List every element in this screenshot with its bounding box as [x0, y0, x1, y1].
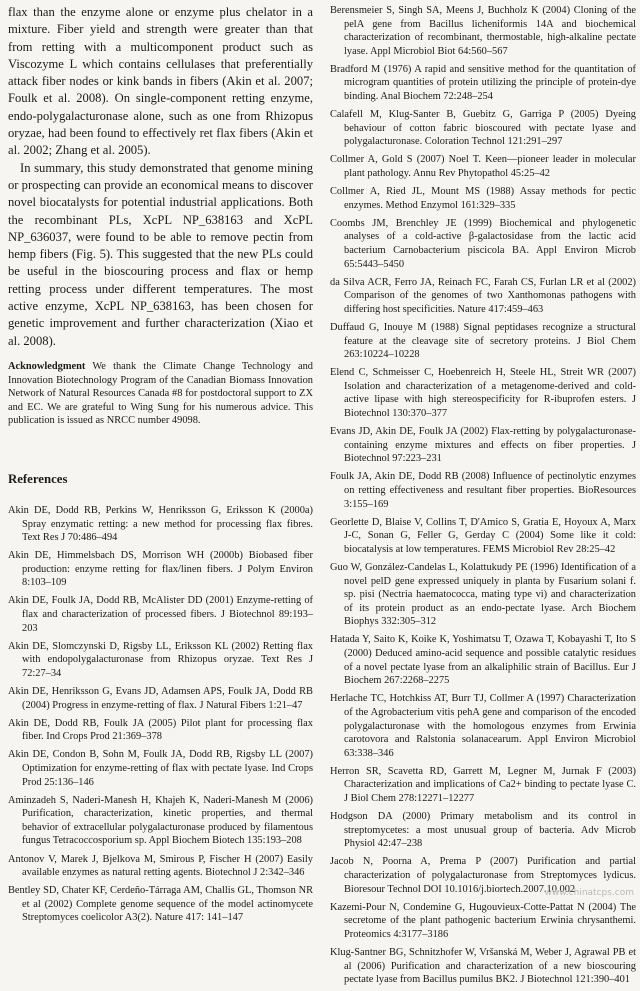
reference-item: Antonov V, Marek J, Bjelkova M, Smirous P, Fischer H (2007) Easily available enzymes as natural retting agents. Biotechnol J 2:342–346	[8, 853, 313, 879]
reference-item: da Silva ACR, Ferro JA, Reinach FC, Farah CS, Furlan LR et al (2002) Comparison of the genomes of two Xanthomonas pathogens with differing host specificities. Nature 417:459–463	[330, 276, 636, 315]
reference-item: Akin DE, Condon B, Sohn M, Foulk JA, Dodd RB, Rigsby LL (2007) Optimization for enzyme-retting of flax with pectate lyase. Ind Crops Prod 25:136–146	[8, 749, 313, 788]
acknowledgment-heading: Acknowledgment	[8, 360, 86, 372]
references-list-right	[330, 4, 636, 987]
reference-item: Akin DE, Henriksson G, Evans JD, Adamsen APS, Foulk JA, Dodd RB (2004) Progress in enzyme-retting of flax. J Natural Fibers 1:21–47	[8, 686, 313, 711]
acknowledgment	[8, 360, 313, 428]
references-heading: References	[8, 471, 68, 486]
reference-item: Akin DE, Dodd RB, Perkins W, Henriksson G, Eriksson K (2000a) Spray enzymatic retting: a new method for processing flax fibres. Text Res J 70:486–494	[8, 504, 313, 544]
reference-item: Collmer A, Ried JL, Mount MS (1988) Assay methods for pectic enzymes. Method Enzymol 161:329–335	[330, 186, 636, 211]
reference-item: Akin DE, Himmelsbach DS, Morrison WH (2000b) Biobased fiber production: enzyme retting for flax/linen fibers. J Polym Environ 8:103–109	[8, 550, 313, 589]
reference-item: Akin DE, Dodd RB, Foulk JA (2005) Pilot plant for processing flax fiber. Ind Crops Prod 21:369–378	[8, 717, 313, 743]
reference-item: Hodgson DA (2000) Primary metabolism and its control in streptomycetes: a most unusual group of bacteria. Adv Microb Physiol 42:47–238	[330, 811, 636, 850]
body-paragraph: In summary, this study demonstrated that genome mining or prospecting can provide an economical means to discover novel biocatalysts for potential industrial applications. Both the recombinant PLs, XcPL NP_638163 and XcPL NP_636037, were found to be able to remove pectin from hemp fibers (Fig. 5). This suggested that the new PLs could be useful in the bioscouring process and flax or hemp retting process under different temperatures. The most active enzyme, XcPL NP_638163, has been chosen for genetic improvement and further characterization (Xiao et al. 2008).	[8, 160, 313, 348]
body-paragraph: flax than the enzyme alone or enzyme plus chelator in a mixture. Fiber yield and strength were greater than that from retting with a multicomponent product such as Viscozyme L which contains cellulases that preferentially attack fiber nodes or kink bands in fibers (Akin et al. 2007; Foulk et al. 2008). On single-component retting enzyme, endo-polygalacturonase alone, such as one from Rhizopus oryzae, had been found to effectively ret flax fibers (Akin et al. 2002; Zhang et al. 2005).	[8, 5, 313, 158]
reference-item: Calafell M, Klug-Santer B, Guebitz G, Garriga P (2005) Dyeing behaviour of cotton fabric bioscoured with pectate lyase and polygalacturonase. Coloration Technol 121:291–297	[330, 109, 636, 148]
right-column	[330, 4, 636, 991]
reference-item: Foulk JA, Akin DE, Dodd RB (2008) Influence of pectinolytic enzymes on retting effectiveness and resultant fiber properties. BioResources 3:155–169	[330, 471, 636, 510]
reference-item: Herlache TC, Hotchkiss AT, Burr TJ, Collmer A (1997) Characterization of the Agrobacterium vitis pehA gene and comparison of the encoded polygalacturonase with the homologous enzymes from Erwinia carotovora and Ralstonia solanacearum. Appl Environ Microbiol 63:338–346	[330, 693, 636, 759]
reference-item: Guo W, González-Candelas L, Kolattukudy PE (1996) Identification of a novel pelD gene expressed uniquely in planta by Fusarium solani f. sp. pisi (Nectria haematococca, mating type vi) and characterization of its protein product as an endo-pectate lyase. Arch Biochem Biophys 332:305–312	[330, 561, 636, 628]
reference-item: Hatada Y, Saito K, Koike K, Yoshimatsu T, Ozawa T, Kobayashi T, Ito S (2000) Deduced amino-acid sequence and possible catalytic residues of a novel pectate lyase from an alkaliphilic strain of Bacillus. Eur J Biochem 267:2268–2275	[330, 634, 636, 687]
reference-item: Elend C, Schmeisser C, Hoebenreich H, Steele HL, Streit WR (2007) Isolation and characterization of a metagenome-derived and cold-active lipase with high stereospecificity for R-ibuprofen esters. J Biotechnol 130:370–377	[330, 367, 636, 420]
watermark: www.chinatcps.com	[544, 888, 634, 898]
reference-item: Bradford M (1976) A rapid and sensitive method for the quantitation of microgram quantities of protein utilizing the principle of protein-dye binding. Anal Biochem 72:248–254	[330, 63, 636, 103]
reference-item: Herron SR, Scavetta RD, Garrett M, Legner M, Jurnak F (2003) Characterization and implications of Ca2+ binding to pectate lyase C. J Biol Chem 278:12271–12277	[330, 765, 636, 804]
reference-item: Akin DE, Foulk JA, Dodd RB, McAlister DD (2001) Enzyme-retting of flax and characterization of processed fibers. J Biotechnol 89:193–203	[8, 595, 313, 634]
reference-item: Akin DE, Slomczynski D, Rigsby LL, Eriksson KL (2002) Retting flax with endopolygalacturonase from Rhizopus oryzae. Text Res J 72:27–34	[8, 640, 313, 679]
reference-item: Bentley SD, Chater KF, Cerdeño-Tárraga AM, Challis GL, Thomson NR et al (2002) Complete genome sequence of the model actinomycete Streptomyces coelicolor A3(2). Nature 417: 141–147	[8, 885, 313, 924]
reference-item: Kazemi-Pour N, Condemine G, Hugouvieux-Cotte-Pattat N (2004) The secretome of the plant pathogenic bacterium Erwinia chrysanthemi. Proteomics 4:3177–3186	[330, 901, 636, 940]
reference-item: Georlette D, Blaise V, Collins T, D'Amico S, Gratia E, Hoyoux A, Marx J-C, Sonan G, Feller G, Gerday C (2004) Some like it cold: biocatalysis at low temperatures. FEMS Microbiol Rev 28:25–42	[330, 516, 636, 555]
references-list-left	[8, 504, 313, 925]
reference-item: Jacob N, Poorna A, Prema P (2007) Purification and partial characterization of polygalacturonase from Streptomyces lydicus. Bioresour Technol DOI 10.1016/j.biortech.2007.10.002	[330, 856, 636, 895]
acknowledgment-text: We thank the Climate Change Technology and Innovation Biotechnology Program of the Canadian Biomass Innovation Network of Natural Resources Canada #8 for postdoctoral support to ZX and EC. We are grateful to Wing Sung for his numerous advice. This publication is issued as NRCC number 49098.	[8, 360, 313, 427]
reference-item: Aminzadeh S, Naderi-Manesh H, Khajeh K, Naderi-Manesh M (2006) Purification, characterization, kinetic properties, and thermal behavior of extracellular polygalacturonase produced by filamentous fungus Tetracoccosporium sp. Appl Biochem Biotech 135:193–208	[8, 794, 313, 847]
reference-item: Evans JD, Akin DE, Foulk JA (2002) Flax-retting by polygalacturonase-containing enzyme mixtures and effects on fiber properties. J Biotechnol 97:223–231	[330, 426, 636, 465]
reference-item: Duffaud G, Inouye M (1988) Signal peptidases recognize a structural feature at the cleavage site of secretory proteins. J Biol Chem 263:10224–10228	[330, 321, 636, 361]
left-column	[8, 4, 313, 930]
reference-item: Berensmeier S, Singh SA, Meens J, Buchholz K (2004) Cloning of the pelA gene from Bacillus licheniformis 14A and biochemical characterization of recombinant, thermostable, high-alkaline pectate lyase. Appl Microbiol Biot 64:560–567	[330, 5, 636, 57]
reference-item: Coombs JM, Brenchley JE (1999) Biochemical and phylogenetic analyses of a cold-active β-galactosidase from the lactic acid bacterium Carnobacterium piscicola BA. Appl Environ Microb 65:5443–5450	[330, 217, 636, 270]
reference-item: Collmer A, Gold S (2007) Noel T. Keen—pioneer leader in molecular plant pathology. Annu Rev Phytopathol 45:25–42	[330, 154, 636, 180]
reference-item: Klug-Santner BG, Schnitzhofer W, Vršanská M, Weber J, Agrawal PB et al (2006) Purification and characterization of a new bioscouring pectate lyase from Bacillus pumilus BK2. J Biotechnol 121:390–401	[330, 946, 636, 986]
